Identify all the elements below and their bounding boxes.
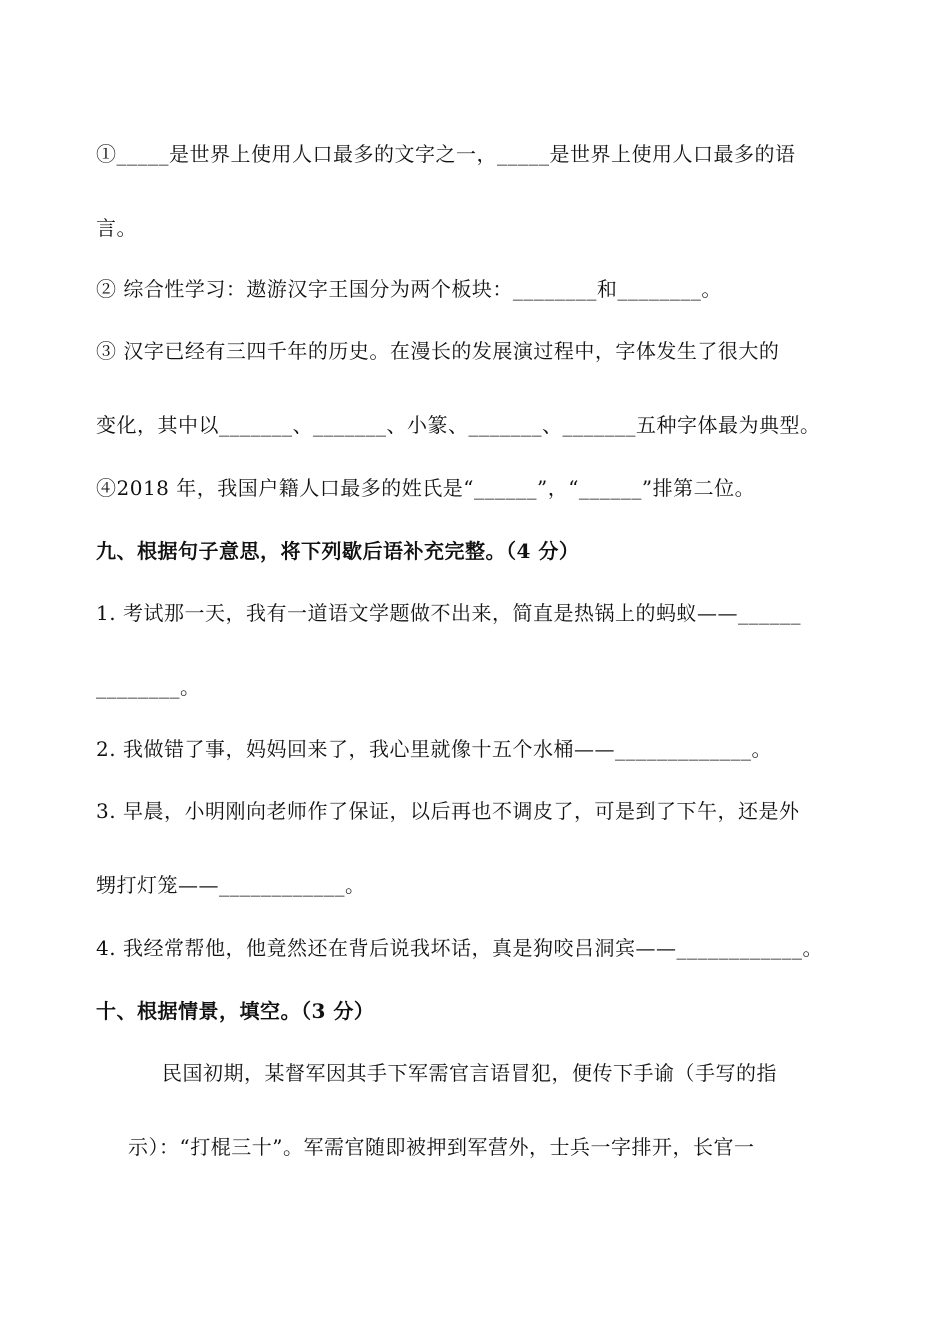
section-9-q3-line-2: 甥打灯笼——____________。: [96, 873, 366, 897]
item-4-line: ④2018 年，我国户籍人口最多的姓氏是“______”，“______”排第二位。: [96, 476, 756, 500]
item-1-line-1: ①_____是世界上使用人口最多的文字之一，_____是世界上使用人口最多的语: [96, 142, 796, 166]
item-3-line-1: ③ 汉字已经有三四千年的历史。在漫长的发展演过程中，字体发生了很大的: [96, 339, 780, 363]
section-9-q1-line-2: ________。: [96, 675, 201, 699]
section-9-q2-line: 2. 我做错了事，妈妈回来了，我心里就像十五个水桶——_____________。: [96, 737, 772, 761]
section-10-passage-line-1: 民国初期，某督军因其手下军需官言语冒犯，便传下手谕（手写的指: [162, 1061, 777, 1085]
section-10-heading: 十、根据情景，填空。（3 分）: [96, 999, 375, 1023]
section-9-q1-line-1: 1. 考试那一天，我有一道语文学题做不出来，简直是热锅上的蚂蚁——______: [96, 601, 801, 625]
section-10-passage-line-2: 示）：“打棍三十”。军需官随即被押到军营外，士兵一字排开，长官一: [128, 1135, 755, 1159]
item-2-line: ② 综合性学习：遨游汉字王国分为两个板块：________和________。: [96, 277, 722, 301]
section-9-q3-line-1: 3. 早晨，小明刚向老师作了保证，以后再也不调皮了，可是到了下午，还是外: [96, 799, 800, 823]
item-1-line-2: 言。: [96, 216, 137, 240]
section-9-q4-line: 4. 我经常帮他，他竟然还在背后说我坏话，真是狗咬吕洞宾——____________。: [96, 936, 823, 960]
item-3-line-2: 变化，其中以_______、_______、小篆、_______、_______五种字体最为典型。: [96, 413, 821, 437]
section-9-heading: 九、根据句子意思，将下列歇后语补充完整。（4 分）: [96, 539, 580, 563]
